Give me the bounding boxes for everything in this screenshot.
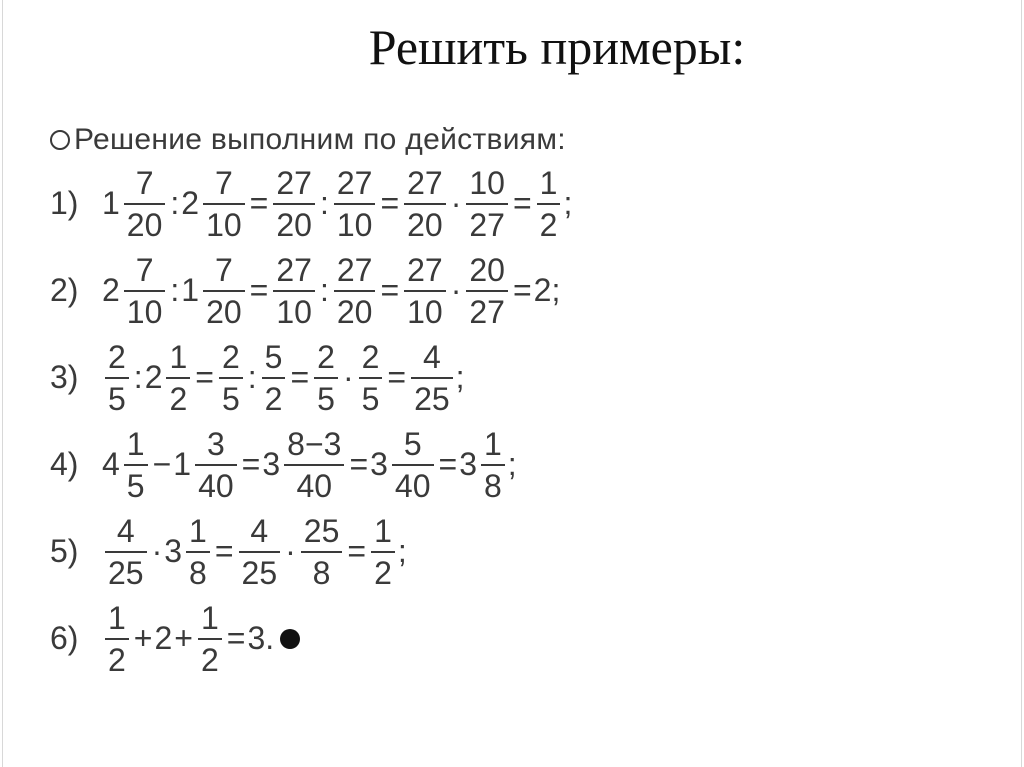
denominator: 40: [296, 467, 333, 504]
numerator: 4: [422, 338, 441, 375]
fraction: [392, 425, 434, 504]
operator: =: [347, 533, 367, 569]
fraction: [124, 425, 148, 504]
step-row: [50, 595, 750, 682]
fraction-bar: [203, 290, 245, 292]
fraction-bar: [481, 464, 505, 466]
operator: =: [438, 446, 458, 482]
numerator: 2: [317, 338, 335, 375]
mixed-number: [102, 251, 168, 330]
numerator: 1: [374, 512, 392, 549]
fraction: [198, 599, 222, 678]
fraction: [124, 164, 166, 243]
numerator: 27: [276, 251, 312, 288]
mixed-number: [262, 425, 347, 504]
fraction: [195, 425, 237, 504]
denominator: 20: [336, 293, 373, 330]
fraction-bar: [334, 203, 376, 205]
mixed-number: [459, 425, 508, 504]
numerator: 4: [116, 512, 135, 549]
fraction: [404, 164, 446, 243]
operator: :: [319, 272, 329, 308]
whole-part: 1: [102, 185, 120, 221]
whole-part: 2: [181, 185, 200, 221]
numerator: 1: [189, 512, 207, 549]
fraction: [239, 512, 281, 591]
operator: =: [226, 620, 246, 656]
operator: :: [133, 359, 143, 395]
mixed-number: [102, 425, 151, 504]
step-number: 6): [50, 620, 79, 656]
operator: =: [249, 185, 269, 221]
denominator: 20: [126, 206, 163, 243]
step-number: 5): [50, 533, 79, 569]
numerator: 25: [303, 512, 340, 549]
operator: :: [247, 359, 257, 395]
end-dot-icon: [280, 629, 300, 649]
whole-part: 1: [181, 272, 200, 308]
open-circle-icon: [50, 130, 70, 150]
operator: =: [241, 446, 261, 482]
operator: =: [380, 272, 400, 308]
fraction-bar: [203, 203, 245, 205]
operator: =: [380, 185, 400, 221]
fraction-bar: [195, 464, 237, 466]
operator: =: [214, 533, 234, 569]
fraction: [481, 425, 505, 504]
operator: :: [170, 272, 180, 308]
fraction-bar: [186, 551, 210, 553]
solution-steps: [50, 160, 750, 682]
fraction-bar: [301, 551, 343, 553]
fraction: [284, 425, 344, 504]
denominator: 10: [276, 293, 312, 330]
operator: ·: [342, 359, 354, 395]
numerator: 2: [221, 338, 240, 375]
fraction: [166, 338, 190, 417]
step-row: [50, 247, 750, 334]
whole-part: 3: [262, 446, 281, 482]
mixed-number: [164, 512, 213, 591]
whole-part: 3: [164, 533, 183, 569]
fraction: [273, 251, 315, 330]
fraction-bar: [466, 290, 508, 292]
fraction-bar: [359, 377, 383, 379]
step-row: [50, 334, 750, 421]
fraction: [334, 164, 376, 243]
denominator: 40: [394, 467, 431, 504]
denominator: 8: [484, 467, 502, 504]
denominator: 2: [169, 380, 188, 417]
step-row: [50, 421, 750, 508]
step-row: [50, 160, 750, 247]
whole-part: 2: [102, 272, 120, 308]
fraction-bar: [124, 290, 166, 292]
numerator: 1: [539, 164, 558, 201]
numerator: 27: [276, 164, 312, 201]
expression-text: ;: [507, 446, 517, 482]
fraction: [404, 251, 446, 330]
whole-part: 4: [102, 446, 120, 482]
numerator: 20: [469, 251, 505, 288]
numerator: 7: [214, 251, 233, 288]
expression-text: ;: [455, 359, 465, 395]
denominator: 8: [312, 554, 331, 591]
fraction: [219, 338, 243, 417]
mixed-number: [370, 425, 436, 504]
step-row: [50, 508, 750, 595]
fraction: [203, 251, 245, 330]
fraction-bar: [105, 551, 147, 553]
fraction-bar: [392, 464, 434, 466]
denominator: 2: [200, 641, 219, 678]
fraction: [301, 512, 343, 591]
fraction: [262, 338, 286, 417]
operator: =: [512, 185, 532, 221]
operator: =: [195, 359, 214, 395]
fraction: [105, 512, 147, 591]
denominator: 20: [206, 293, 242, 330]
denominator: 2: [539, 206, 558, 243]
fraction-bar: [371, 551, 395, 553]
right-border: [1021, 0, 1022, 767]
fraction: [186, 512, 210, 591]
denominator: 5: [221, 380, 240, 417]
denominator: 2: [264, 380, 283, 417]
fraction-bar: [124, 203, 166, 205]
fraction-bar: [411, 377, 453, 379]
numerator: 7: [214, 164, 233, 201]
slide-title: Решить примеры:: [368, 19, 746, 75]
operator: :: [170, 185, 180, 221]
operator: ·: [285, 533, 296, 569]
numerator: 10: [469, 164, 505, 201]
fraction-bar: [219, 377, 243, 379]
step-number: 4): [50, 446, 79, 482]
fraction-bar: [124, 464, 148, 466]
mixed-number: [102, 164, 168, 243]
denominator: 20: [276, 206, 312, 243]
operator: =: [349, 446, 369, 482]
fraction-bar: [537, 203, 561, 205]
numerator: 7: [135, 164, 154, 201]
denominator: 10: [407, 293, 443, 330]
step-number: 3): [50, 359, 79, 395]
fraction: [124, 251, 166, 330]
mixed-number: [181, 164, 247, 243]
expression-text: 3.: [247, 620, 275, 656]
numerator: 2: [361, 338, 380, 375]
whole-part: 2: [144, 359, 163, 395]
denominator: 20: [407, 206, 443, 243]
fraction-bar: [239, 551, 281, 553]
fraction: [334, 251, 376, 330]
mixed-number: [144, 338, 194, 417]
operator: =: [512, 272, 532, 308]
numerator: 1: [108, 599, 126, 636]
numerator: 27: [407, 251, 443, 288]
solution-intro: [50, 120, 750, 160]
numerator: 1: [200, 599, 219, 636]
numerator: 1: [126, 425, 145, 462]
step-number: 2): [50, 272, 79, 308]
fraction-bar: [284, 464, 344, 466]
denominator: 8: [189, 554, 207, 591]
denominator: 2: [374, 554, 392, 591]
operator: −: [152, 446, 172, 482]
numerator: 4: [250, 512, 269, 549]
expression-text: ;: [397, 533, 407, 569]
fraction: [273, 164, 315, 243]
operator: +: [174, 620, 193, 656]
fraction: [105, 338, 129, 417]
operator: =: [290, 359, 310, 395]
operator: =: [249, 272, 269, 308]
numerator: 3: [206, 425, 225, 462]
whole-part: 1: [173, 446, 192, 482]
fraction: [105, 599, 129, 678]
numerator: 5: [403, 425, 422, 462]
fraction-bar: [273, 203, 315, 205]
fraction: [314, 338, 338, 417]
numerator: 27: [336, 164, 373, 201]
fraction-bar: [273, 290, 315, 292]
numerator: 5: [264, 338, 283, 375]
numerator: 1: [484, 425, 502, 462]
mixed-number: [173, 425, 239, 504]
numerator: 8−3: [287, 425, 342, 462]
denominator: 5: [361, 380, 380, 417]
fraction-bar: [105, 638, 129, 640]
fraction-bar: [198, 638, 222, 640]
left-border: [2, 0, 3, 767]
denominator: 25: [108, 554, 144, 591]
denominator: 5: [126, 467, 145, 504]
intro-text: Решение выполним по действиям:: [74, 123, 566, 156]
operator: =: [387, 359, 407, 395]
operator: +: [133, 620, 153, 656]
numerator: 7: [135, 251, 154, 288]
fraction: [371, 512, 395, 591]
fraction-bar: [404, 203, 446, 205]
numerator: 27: [407, 164, 443, 201]
denominator: 27: [469, 293, 505, 330]
fraction-bar: [166, 377, 190, 379]
operator: :: [319, 185, 329, 221]
fraction-bar: [404, 290, 446, 292]
operator: ·: [151, 533, 163, 569]
fraction-bar: [105, 377, 129, 379]
fraction: [203, 164, 245, 243]
mixed-number: [181, 251, 247, 330]
fraction: [466, 251, 508, 330]
denominator: 5: [317, 380, 335, 417]
denominator: 27: [469, 206, 505, 243]
denominator: 5: [108, 380, 126, 417]
fraction: [359, 338, 383, 417]
whole-part: 3: [370, 446, 388, 482]
denominator: 25: [241, 554, 278, 591]
step-number: 1): [50, 185, 79, 221]
fraction: [466, 164, 508, 243]
denominator: 25: [414, 380, 450, 417]
fraction-bar: [334, 290, 376, 292]
fraction-bar: [262, 377, 286, 379]
whole-part: 3: [459, 446, 477, 482]
denominator: 2: [108, 641, 126, 678]
fraction-bar: [466, 203, 508, 205]
denominator: 10: [206, 206, 242, 243]
denominator: 10: [126, 293, 163, 330]
solution-block: [50, 120, 750, 682]
expression-text: 2: [154, 620, 173, 656]
fraction: [411, 338, 453, 417]
operator: ·: [450, 185, 462, 221]
denominator: 40: [198, 467, 234, 504]
fraction: [537, 164, 561, 243]
numerator: 1: [169, 338, 188, 375]
operator: ·: [450, 272, 462, 308]
expression-text: ;: [563, 185, 573, 221]
denominator: 10: [336, 206, 373, 243]
fraction-bar: [314, 377, 338, 379]
numerator: 2: [108, 338, 126, 375]
expression-text: 2;: [533, 272, 561, 308]
numerator: 27: [336, 251, 373, 288]
